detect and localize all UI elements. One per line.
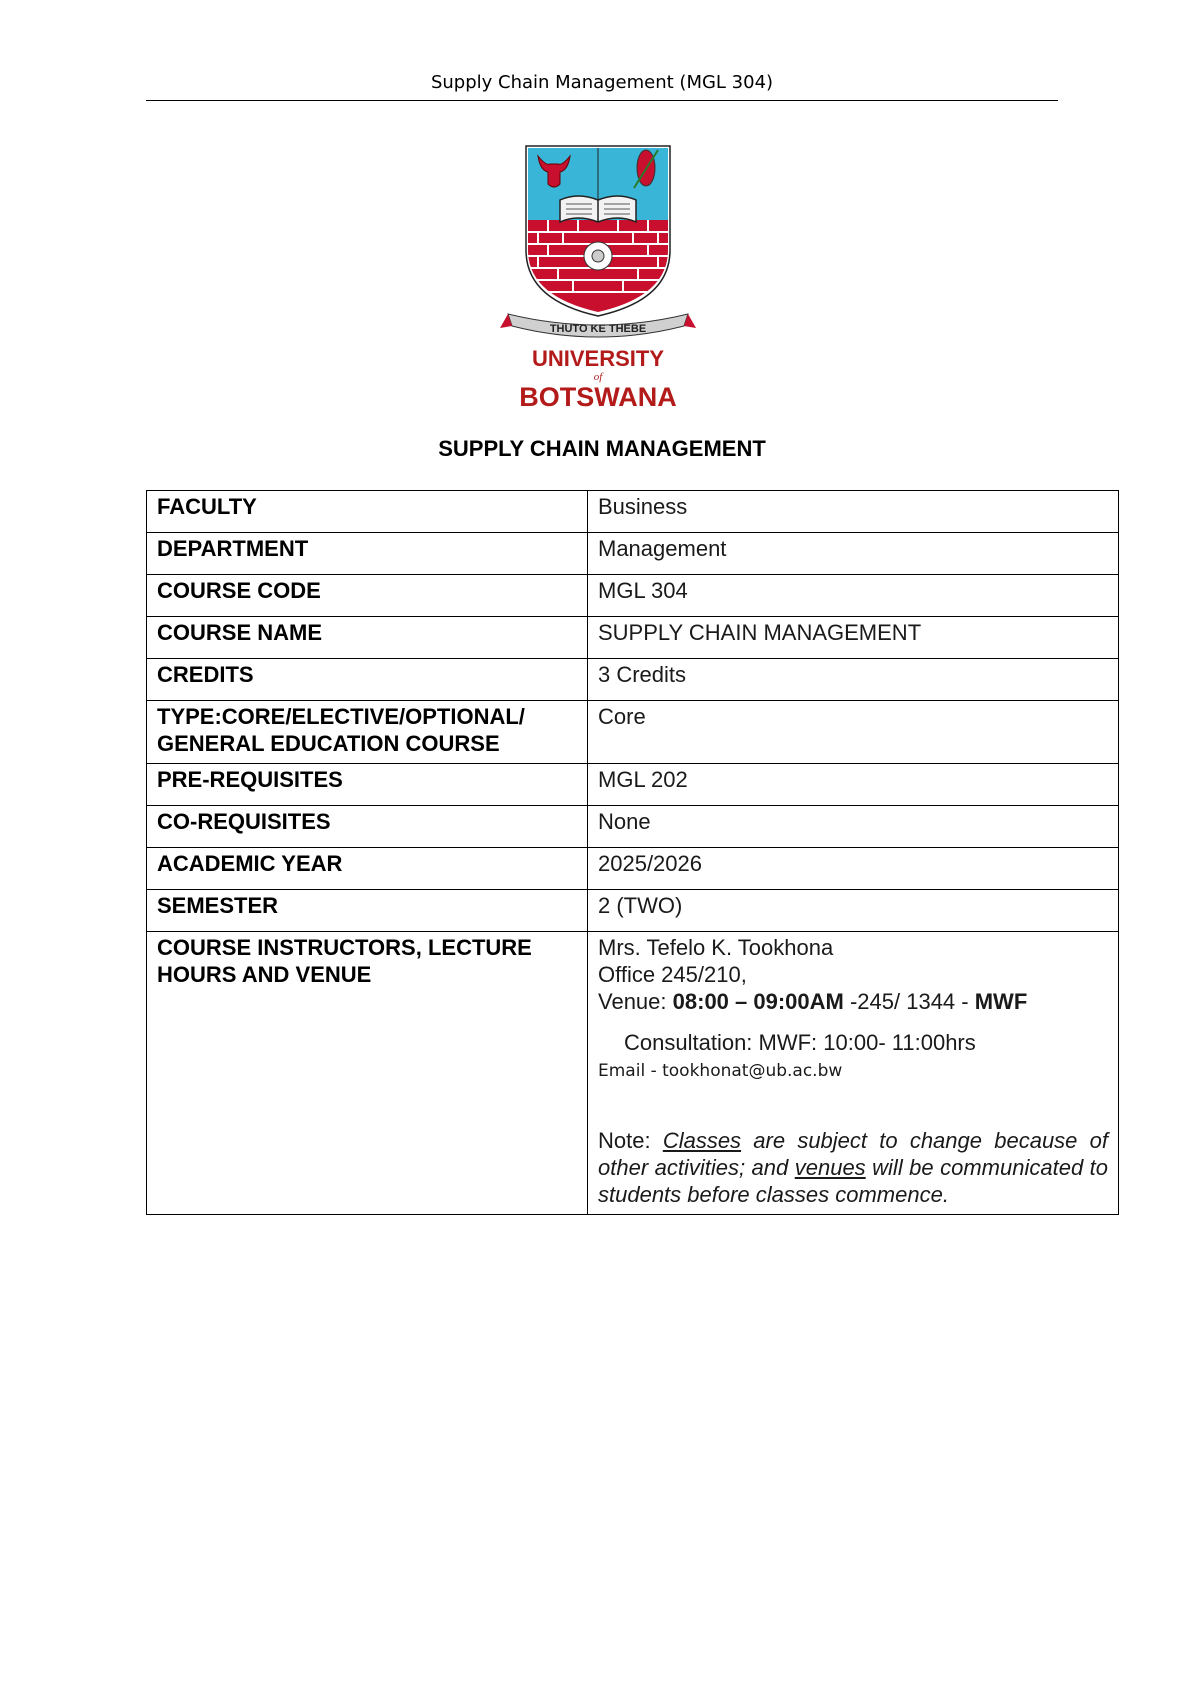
row-value-faculty: Business	[588, 491, 1119, 533]
row-value-academic-year: 2025/2026	[588, 848, 1119, 890]
venue-days: MWF	[974, 989, 1028, 1014]
row-key-semester: SEMESTER	[147, 890, 588, 932]
table-row	[147, 701, 1119, 764]
row-key-corequisites: CO-REQUISITES	[147, 806, 588, 848]
note-label: Note:	[598, 1128, 663, 1153]
venue-time: 08:00 – 09:00AM	[672, 989, 844, 1014]
schedule-note	[598, 1127, 1108, 1208]
row-value-instructors	[588, 932, 1119, 1215]
row-key-instructors	[147, 932, 588, 1215]
row-value-type: Core	[588, 701, 1119, 764]
table-row	[147, 617, 1119, 659]
instructor-office: Office 245/210,	[598, 962, 747, 987]
table-row	[147, 659, 1119, 701]
row-value-course-code: MGL 304	[588, 575, 1119, 617]
instructor-venue	[598, 988, 1108, 1015]
document-title: SUPPLY CHAIN MANAGEMENT	[438, 436, 766, 461]
table-row	[147, 932, 1119, 1215]
row-key-prerequisites: PRE-REQUISITES	[147, 764, 588, 806]
row-key-department: DEPARTMENT	[147, 533, 588, 575]
row-key-course-name: COURSE NAME	[147, 617, 588, 659]
note-text-2: will be communicated to students before classes commence.	[598, 1155, 1108, 1207]
row-value-prerequisites: MGL 202	[588, 764, 1119, 806]
venue-label: Venue:	[598, 989, 673, 1014]
row-key-type-line2: GENERAL EDUCATION COURSE	[157, 731, 500, 756]
row-key-course-code: COURSE CODE	[147, 575, 588, 617]
header-rule	[146, 100, 1058, 101]
logo-motto: THUTO KE THEBE	[549, 323, 647, 335]
logo-wordmark-line1: UNIVERSITY	[531, 346, 665, 371]
row-key-instructors-line1: COURSE INSTRUCTORS, LECTURE	[157, 935, 532, 960]
table-row	[147, 533, 1119, 575]
consultation-hours: Consultation: MWF: 10:00- 11:00hrs	[624, 1030, 976, 1055]
university-crest-logo	[498, 140, 698, 420]
row-value-corequisites: None	[588, 806, 1119, 848]
logo-wordmark-line3: BOTSWANA	[519, 382, 677, 412]
logo-wordmark-line2: of	[593, 371, 603, 383]
row-key-type-line1: TYPE:CORE/ELECTIVE/OPTIONAL/	[157, 704, 525, 729]
row-key-faculty: FACULTY	[147, 491, 588, 533]
venue-room: -245/ 1344 -	[843, 989, 975, 1014]
table-row	[147, 848, 1119, 890]
row-key-instructors-line2: HOURS AND VENUE	[157, 962, 372, 987]
instructor-email: Email - tookhonat@ub.ac.bw	[598, 1061, 843, 1081]
table-row	[147, 491, 1119, 533]
running-header: Supply Chain Management (MGL 304)	[430, 72, 774, 93]
note-word-venues: venues	[794, 1155, 866, 1180]
row-value-department: Management	[588, 533, 1119, 575]
row-value-course-name: SUPPLY CHAIN MANAGEMENT	[588, 617, 1119, 659]
table-row	[147, 764, 1119, 806]
row-value-semester: 2 (TWO)	[588, 890, 1119, 932]
row-key-type	[147, 701, 588, 764]
row-key-credits: CREDITS	[147, 659, 588, 701]
table-row	[147, 890, 1119, 932]
table-row	[147, 806, 1119, 848]
note-text-1: are subject to change because of other activities; and	[598, 1128, 1108, 1180]
row-key-academic-year: ACADEMIC YEAR	[147, 848, 588, 890]
table-row	[147, 575, 1119, 617]
note-word-classes: Classes	[662, 1128, 742, 1153]
instructor-name: Mrs. Tefelo K. Tookhona	[598, 935, 834, 960]
row-value-credits: 3 Credits	[588, 659, 1119, 701]
course-info-table	[146, 490, 1119, 1215]
